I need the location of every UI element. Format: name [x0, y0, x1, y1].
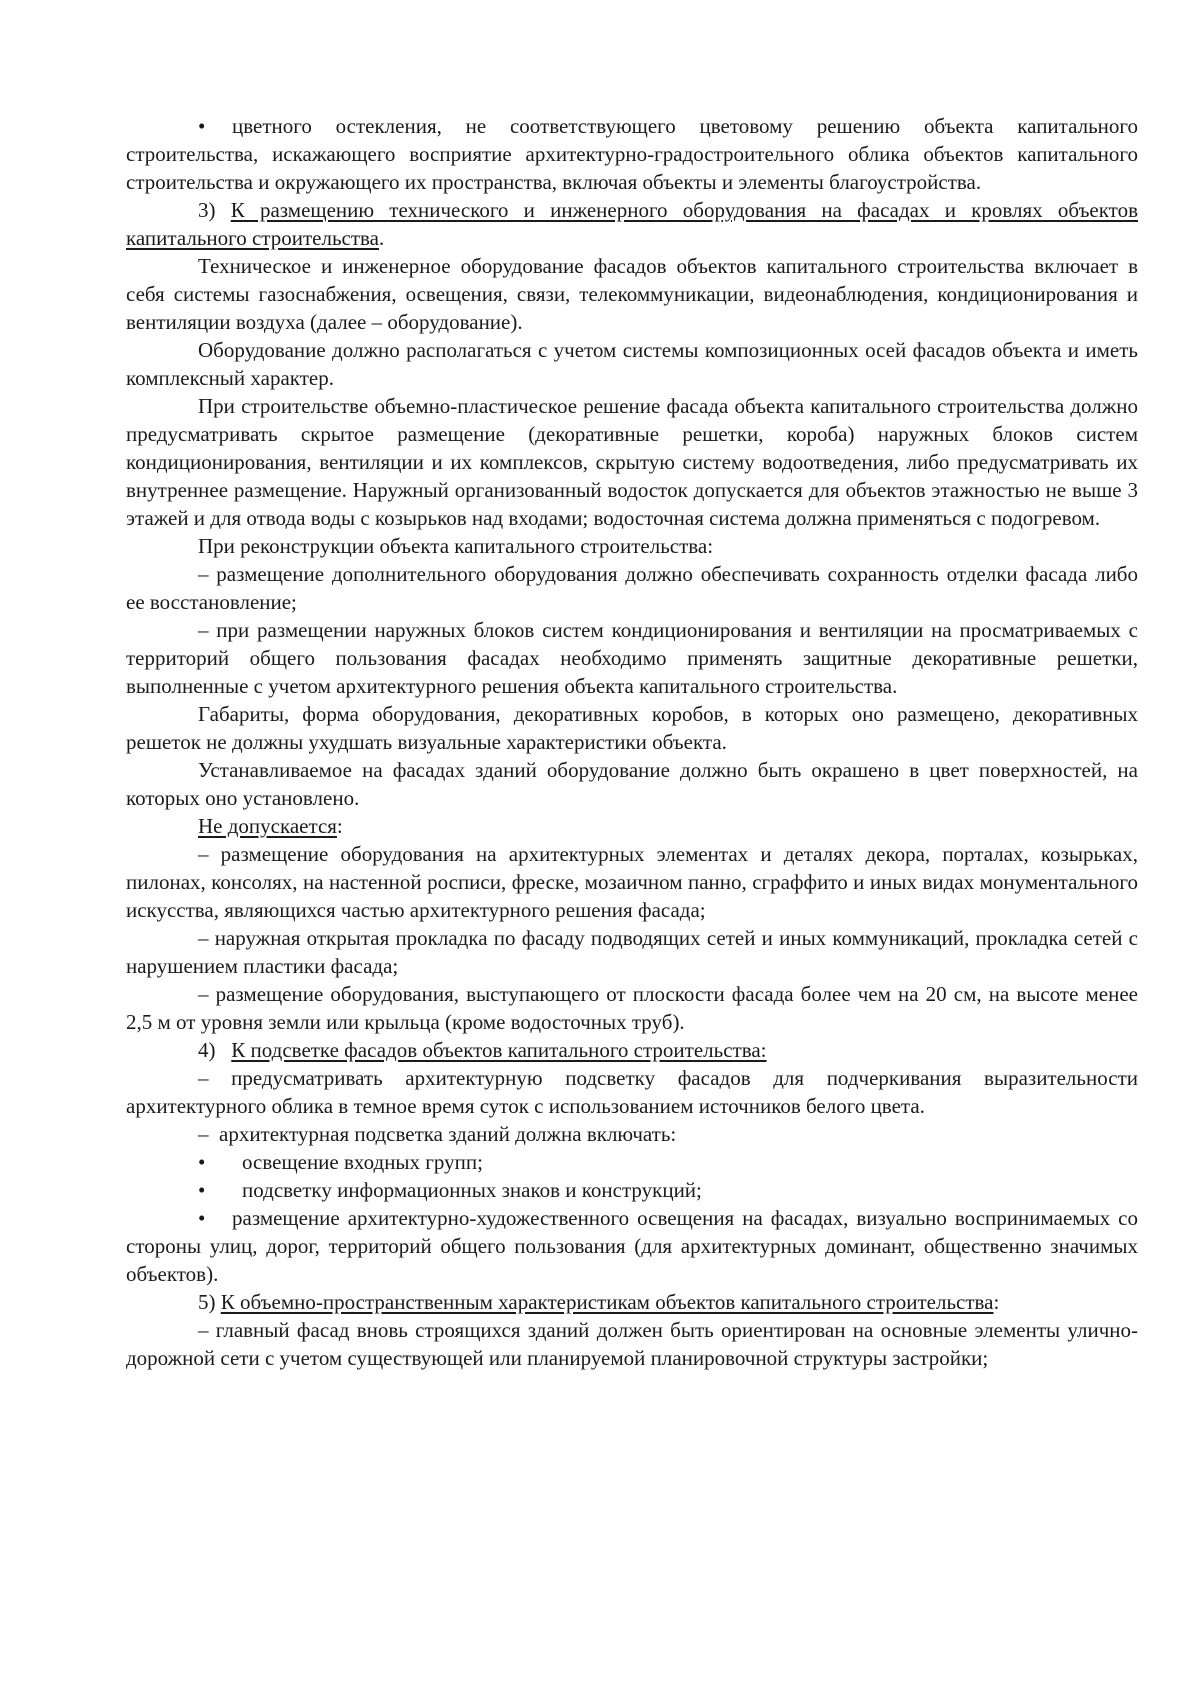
bullet-icon: •	[198, 114, 206, 138]
subheading-tail: :	[336, 814, 343, 838]
list-item-dash: – при размещении наружных блоков систем кондиционирования и вентиляции на просматриваемых с территорий общего пользования фасадах необходимо применять защитные декоративные решетки, выполненные с учетом архитектурного решения объекта капитального строительства.	[126, 618, 1138, 698]
section-heading-5	[126, 1288, 1138, 1316]
section-title-tail: :	[993, 1290, 1000, 1314]
section-title: К размещению технического и инженерного оборудования на фасадах и кровлях объектов капитального строительства	[126, 198, 1138, 250]
section-title-tail: .	[378, 226, 385, 250]
subheading-not-allowed	[126, 812, 1138, 840]
list-item-bullet	[126, 112, 1138, 196]
bullet-icon: •	[198, 1206, 206, 1230]
bullet-icon: •	[198, 1150, 206, 1174]
list-item-dash: – главный фасад вновь строящихся зданий должен быть ориентирован на основные элементы улично-дорожной сети с учетом существующей или планируемой планировочной структуры застройки;	[126, 1318, 1138, 1370]
list-item-bullet	[126, 1176, 1138, 1204]
subheading-title: Не допускается	[198, 814, 337, 838]
paragraph: Габариты, форма оборудования, декоративных коробов, в которых оно размещено, декоративных решеток не должны ухудшать визуальные характеристики объекта.	[126, 702, 1138, 754]
paragraph: Устанавливаемое на фасадах зданий оборудование должно быть окрашено в цвет поверхностей, на которых оно установлено.	[126, 758, 1138, 810]
paragraph-text: размещение архитектурно-художественного освещения на фасадах, визуально воспринимаемых со стороны улиц, дорог, территорий общего пользования (для архитектурных доминант, общественно значимых объектов).	[126, 1206, 1138, 1286]
list-item-bullet	[126, 1204, 1138, 1288]
bullet-icon: •	[198, 1178, 206, 1202]
list-item-dash: – наружная открытая прокладка по фасаду подводящих сетей и иных коммуникаций, прокладка сетей с нарушением пластики фасада;	[126, 926, 1138, 978]
paragraph-text: освещение входных групп;	[242, 1150, 483, 1174]
section-number: 3)	[198, 198, 231, 222]
paragraph: Техническое и инженерное оборудование фасадов объектов капитального строительства включает в себя системы газоснабжения, освещения, связи, телекоммуникации, видеонаблюдения, кондиционирования и вентиляции воздуха (далее – оборудование).	[126, 254, 1138, 334]
section-number: 5)	[198, 1290, 221, 1314]
section-title: К подсветке фасадов объектов капитального строительства:	[231, 1038, 767, 1062]
paragraph: Оборудование должно располагаться с учетом системы композиционных осей фасадов объекта и иметь комплексный характер.	[126, 338, 1138, 390]
paragraph: При реконструкции объекта капитального строительства:	[198, 534, 714, 558]
section-heading-3	[126, 196, 1138, 252]
list-item-dash: – размещение оборудования, выступающего от плоскости фасада более чем на 20 см, на высоте менее 2,5 м от уровня земли или крыльца (кроме водосточных труб).	[126, 982, 1138, 1034]
paragraph: При строительстве объемно-пластическое решение фасада объекта капитального строительства должно предусматривать скрытое размещение (декоративные решетки, короба) наружных блоков систем кондиционирования, вентиляции и их комплексов, скрытую систему водоотведения, либо предусматривать их внутреннее размещение. Наружный организованный водосток допускается для объектов этажностью не выше 3 этажей и для отвода воды с козырьков над входами; водосточная система должна применяться с подогревом.	[126, 394, 1138, 530]
paragraph-text: подсветку информационных знаков и конструкций;	[242, 1178, 702, 1202]
paragraph-text: цветного остекления, не соответствующего цветовому решению объекта капитального строительства, искажающего восприятие архитектурно-градостроительного облика объектов капитального строительства и окружающего их пространства, включая объекты и элементы благоустройства.	[126, 114, 1138, 194]
list-item-dash: – предусматривать архитектурную подсветку фасадов для подчеркивания выразительности архитектурного облика в темное время суток с использованием источников белого цвета.	[126, 1066, 1138, 1118]
section-heading-4	[126, 1036, 1138, 1064]
list-item-bullet	[126, 1148, 1138, 1176]
document-page	[126, 112, 1138, 1372]
list-item-dash: – архитектурная подсветка зданий должна включать:	[198, 1122, 677, 1146]
list-item-dash: – размещение оборудования на архитектурных элементах и деталях декора, порталах, козырьках, пилонах, консолях, на настенной росписи, фреске, мозаичном панно, сграффито и иных видах монументального искусства, являющихся частью архитектурного решения фасада;	[126, 842, 1138, 922]
list-item-dash: – размещение дополнительного оборудования должно обеспечивать сохранность отделки фасада либо ее восстановление;	[126, 562, 1138, 614]
section-title: К объемно-пространственным характеристикам объектов капитального строительства	[220, 1290, 994, 1314]
section-number: 4)	[198, 1038, 232, 1062]
